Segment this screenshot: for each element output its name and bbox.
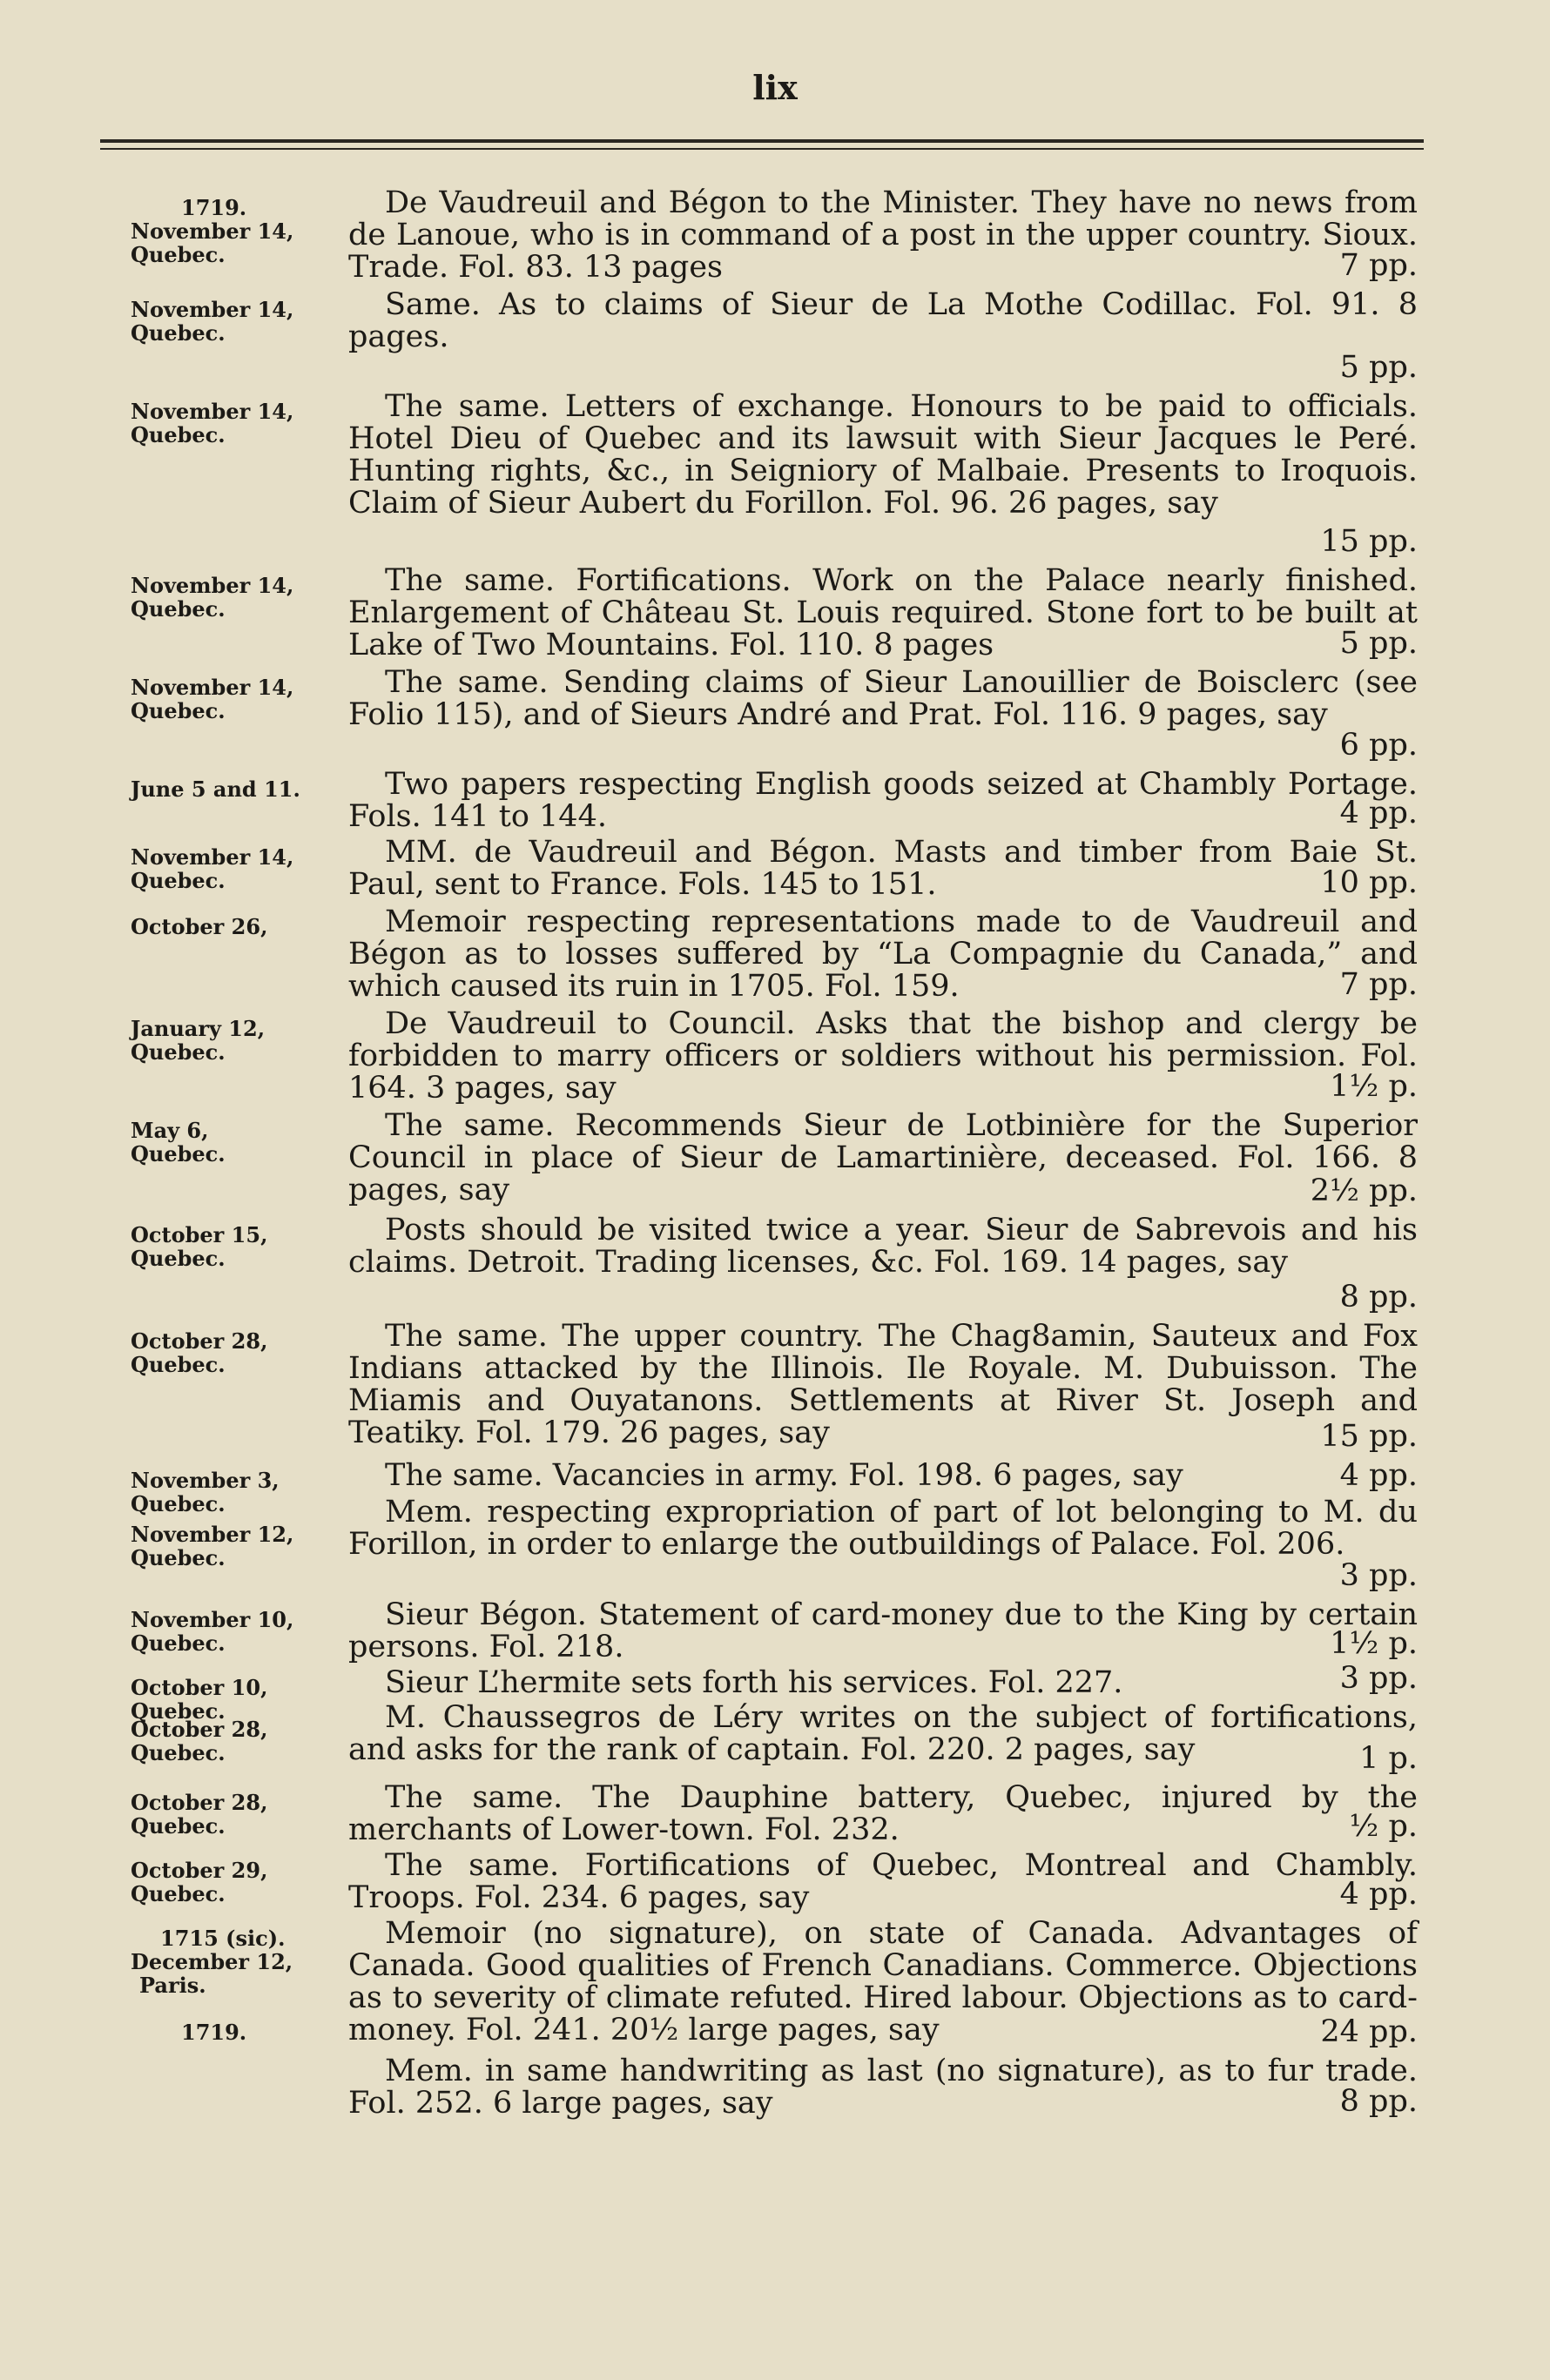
entry-text: Mem. in same handwriting as last (no signature), as to fur trade. Fol. 252. 6 large pages, say [348, 2054, 1418, 2121]
entry-text: Memoir (no signature), on state of Canada. Advantages of Canada. Good qualities of French Canadians. Commerce. Objections as to severity of climate refuted. Hired labour. Objections as to card-money. Fol. 241. 20½ large pages, say [348, 1916, 1418, 2047]
entry-pages: 6 pp. [1339, 728, 1418, 763]
entry-text: The same. The upper country. The Chag8amin, Sauteux and Fox Indians attacked by the Illinois. Ile Royale. M. Dubuisson. The Miamis and Ouyatanons. Settlements at River St. Joseph and Teatiky. Fol. 179. 26 pages, say [348, 1319, 1418, 1450]
entry-text: The same. Letters of exchange. Honours to be paid to officials. Hotel Dieu of Quebec and its lawsuit with Sieur Jacques le Peré. Hunting rights, &c., in Seigniory of Malbaie. Presents to Iroquois. Claim of Sieur Aubert du Forillon. Fol. 96. 26 pages, say [348, 389, 1418, 521]
calendar-entry [0, 1702, 1550, 1782]
entry-date: October 28, Quebec. [131, 1328, 268, 1377]
entry-text: The same. Recommends Sieur de Lotbinière for the Superior Council in place of Sieur de Lamartinière, deceased. Fol. 166. 8 pages, say [348, 1108, 1418, 1207]
calendar-entry [0, 1008, 1550, 1110]
calendar-entry [0, 1496, 1550, 1599]
entry-pages: 3 pp. [1339, 1558, 1418, 1593]
entry-text: M. Chaussegros de Léry writes on the subject of fortifications, and asks for the rank of captain. Fol. 220. 2 pages, say [348, 1700, 1418, 1767]
entry-pages: 7 pp. [1339, 967, 1418, 1002]
calendar-entry [0, 565, 1550, 667]
calendar-entry [0, 769, 1550, 837]
entry-date: October 28, Quebec. [131, 1717, 268, 1765]
calendar-entries [0, 187, 1550, 2125]
calendar-entry [0, 187, 1550, 289]
header-rule [100, 139, 1424, 143]
entry-text: De Vaudreuil and Bégon to the Minister. They have no news from de Lanoue, who is in command of a post in the upper country. Sioux. Trade. Fol. 83. 13 pages [348, 185, 1418, 285]
entry-text: Posts should be visited twice a year. Sieur de Sabrevois and his claims. Detroit. Trading licenses, &c. Fol. 169. 14 pages, say [348, 1213, 1418, 1280]
entry-date: 1715 (sic). December 12, Paris. [131, 1926, 293, 1998]
entry-date: November 14, Quebec. [131, 297, 294, 346]
entry-pages: 7 pp. [1339, 248, 1418, 283]
entry-date: November 10, Quebec. [131, 1607, 294, 1656]
calendar-entry [0, 1599, 1550, 1667]
entry-text: Sieur L’hermite sets forth his services. Fol. 227. [385, 1665, 1123, 1700]
entry-pages: 1 p. [1359, 1741, 1418, 1776]
calendar-entry [0, 1110, 1550, 1214]
entry-text: MM. de Vaudreuil and Bégon. Masts and timber from Baie St. Paul, sent to France. Fols. 145 to 151. [348, 835, 1418, 902]
entry-date: January 12, Quebec. [131, 1016, 266, 1065]
entry-pages: 15 pp. [1320, 1419, 1418, 1454]
entry-date: October 29, Quebec. [131, 1858, 268, 1906]
entry-date: May 6, Quebec. [131, 1118, 226, 1166]
entry-text: The same. The Dauphine battery, Quebec, injured by the merchants of Lower-town. Fol. 232. [348, 1780, 1418, 1847]
entry-text: Two papers respecting English goods seized at Chambly Portage. Fols. 141 to 144. [348, 767, 1418, 834]
entry-text: The same. Sending claims of Sieur Lanouillier de Boisclerc (see Folio 115), and of Sieurs André and Prat. Fol. 116. 9 pages, say [348, 665, 1418, 732]
entry-pages: 15 pp. [1320, 524, 1418, 559]
entry-pages: 8 pp. [1339, 2084, 1418, 2119]
entry-pages: 10 pp. [1320, 865, 1418, 900]
calendar-entry [0, 837, 1550, 906]
calendar-entry [0, 1782, 1550, 1850]
entry-pages: 5 pp. [1339, 626, 1418, 661]
entry-date: November 14, Quebec. [131, 573, 294, 622]
entry-text: Memoir respecting representations made to de Vaudreuil and Bégon as to losses suffered by “La Compagnie du Canada,” and which caused its ruin in 1705. Fol. 159. [348, 904, 1418, 1004]
entry-text: Sieur Bégon. Statement of card-money due to the King by certain persons. Fol. 218. [348, 1597, 1418, 1664]
entry-pages: 1½ p. [1330, 1626, 1418, 1661]
entry-date: October 26, [131, 914, 268, 939]
entry-date: November 14, Quebec. [131, 844, 294, 893]
entry-text: Mem. respecting expropriation of part of lot belonging to M. du Forillon, in order to enlarge the outbuildings of Palace. Fol. 206. [348, 1495, 1418, 1562]
entry-text: The same. Vacancies in army. Fol. 198. 6 pages, say [385, 1458, 1183, 1493]
calendar-entry [0, 667, 1550, 769]
entry-pages: 24 pp. [1320, 2014, 1418, 2049]
entry-pages: 4 pp. [1339, 1877, 1418, 1912]
calendar-entry [0, 1321, 1550, 1460]
header-rule-thin [100, 148, 1424, 150]
entry-pages: ½ p. [1349, 1809, 1418, 1844]
calendar-entry [0, 1214, 1550, 1321]
calendar-entry [0, 906, 1550, 1008]
calendar-entry [0, 1661, 1550, 1724]
entry-date: June 5 and 11. [131, 777, 300, 802]
calendar-entry [0, 289, 1550, 391]
entry-text: The same. Fortifications of Quebec, Montreal and Chambly. Troops. Fol. 234. 6 pages, say [348, 1848, 1418, 1915]
entry-date: October 28, Quebec. [131, 1790, 268, 1839]
calendar-entry [0, 1850, 1550, 1918]
entry-date: November 3, Quebec. [131, 1468, 280, 1516]
entry-text: De Vaudreuil to Council. Asks that the bishop and clergy be forbidden to marry officers or soldiers without his permission. Fol. 164. 3 pages, say [348, 1006, 1418, 1106]
entry-date: October 10, Quebec. [131, 1675, 268, 1724]
entry-pages: 3 pp. [1339, 1661, 1418, 1696]
page-number: lix [752, 68, 798, 107]
entry-pages: 1½ p. [1330, 1069, 1418, 1104]
entry-pages: 4 pp. [1339, 796, 1418, 830]
entry-date: November 12, Quebec. [131, 1522, 294, 1570]
entry-date: November 14, Quebec. [131, 399, 294, 447]
calendar-entry [0, 391, 1550, 565]
entry-pages: 5 pp. [1339, 350, 1418, 385]
entry-text: The same. Fortifications. Work on the Palace nearly finished. Enlargement of Château St. Louis required. Stone fort to be built at Lake of Two Mountains. Fol. 110. 8 pages [348, 563, 1418, 662]
entry-text: Same. As to claims of Sieur de La Mothe Codillac. Fol. 91. 8 pages. [348, 287, 1418, 354]
entry-pages: 2½ pp. [1310, 1173, 1418, 1208]
entry-date: 1719. November 14, Quebec. [131, 195, 294, 267]
entry-pages: 8 pp. [1339, 1280, 1418, 1314]
entry-date: October 15, Quebec. [131, 1222, 268, 1271]
entry-date: 1719. [181, 2020, 247, 2045]
entry-date: November 14, Quebec. [131, 675, 294, 723]
entry-pages: 4 pp. [1339, 1458, 1418, 1493]
calendar-entry [0, 1458, 1550, 1516]
